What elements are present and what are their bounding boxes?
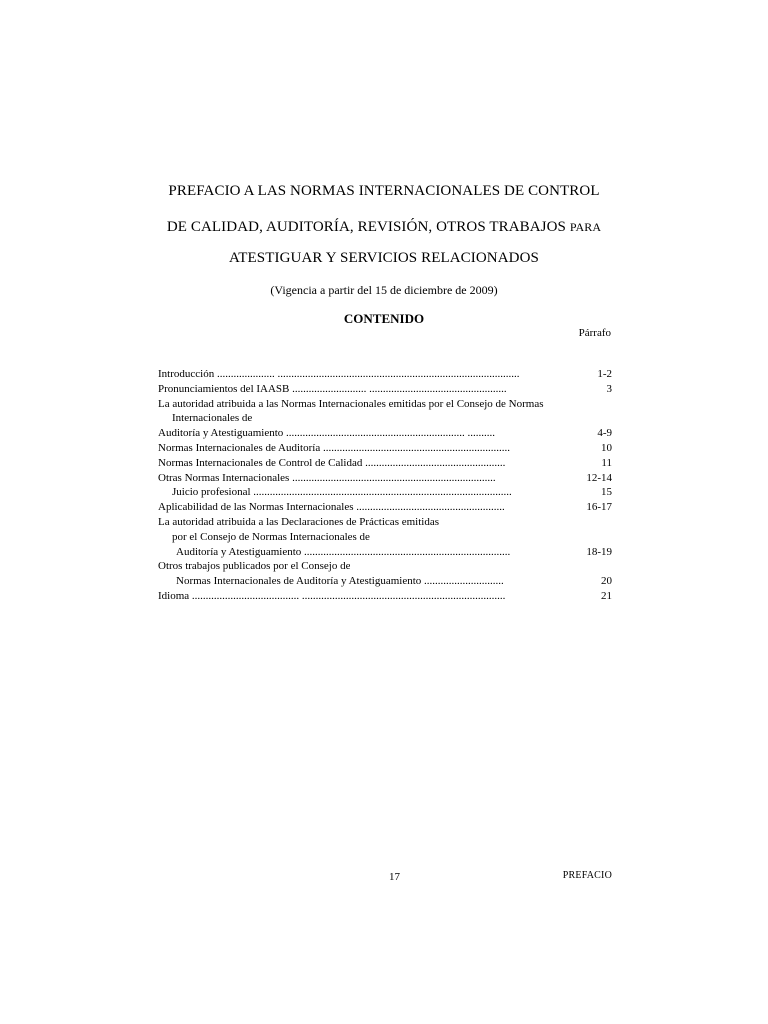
- toc-row: [158, 485, 612, 500]
- toc-row: [158, 411, 612, 426]
- toc-entry-page: 16-17: [586, 501, 612, 514]
- footer-page-number: 17: [389, 871, 400, 883]
- footer-label: PREFACIO: [562, 870, 612, 881]
- toc-entry-text: Introducción ..................... ........................................................................................: [158, 368, 520, 380]
- effective-date: (Vigencia a partir del 15 de diciembre de 2009): [270, 283, 498, 297]
- table-of-contents: [158, 367, 612, 604]
- toc-row: [158, 530, 612, 545]
- toc-entry-text: Juicio profesional ..............................................................................................: [172, 486, 512, 499]
- toc-entry-text: Pronunciamientos del IAASB ........................... ..................................................: [158, 382, 507, 395]
- toc-row: [158, 545, 612, 560]
- toc-entry-page: 21: [601, 589, 612, 602]
- title-line-2: [0, 219, 768, 236]
- title-line-2-text: DE CALIDAD, AUDITORÍA, REVISIÓN, OTROS TRABAJOS: [166, 219, 566, 235]
- title-line-1: PREFACIO A LAS NORMAS INTERNACIONALES DE CONTROL: [168, 183, 600, 199]
- toc-entry-text: Normas Internacionales de Auditoría y Atestiguamiento .............................: [176, 575, 504, 588]
- toc-row: [158, 515, 612, 530]
- toc-entry-text: Otros trabajos publicados por el Consejo de: [158, 560, 351, 573]
- toc-entry-text: La autoridad atribuida a las Normas Internacionales emitidas por el Consejo de Normas: [158, 397, 544, 410]
- toc-entry-text: Internacionales de: [172, 412, 253, 425]
- toc-row: [158, 500, 612, 515]
- toc-row: [158, 441, 612, 456]
- toc-entry-page: 12-14: [586, 471, 612, 484]
- toc-entry-page: 4-9: [597, 427, 612, 440]
- toc-entry-text: por el Consejo de Normas Internacionales de: [172, 530, 370, 543]
- title-line-2-para: PARA: [569, 220, 602, 234]
- toc-entry-page: 15: [601, 486, 612, 499]
- toc-row: [158, 456, 612, 471]
- toc-entry-page: 20: [601, 575, 612, 588]
- toc-row: [158, 367, 612, 382]
- toc-entry-text: Idioma ....................................... ..........................................................................: [158, 589, 506, 602]
- contents-heading: CONTENIDO: [343, 311, 425, 326]
- toc-entry-text: Aplicabilidad de las Normas Internacionales ......................................................: [158, 501, 505, 514]
- toc-entry-page: 1-2: [597, 368, 612, 380]
- toc-entry-page: 18-19: [586, 545, 612, 558]
- toc-entry-page: 10: [601, 441, 612, 454]
- paragraph-column-heading: Párrafo: [578, 327, 611, 339]
- toc-entry-page: 11: [601, 456, 612, 469]
- toc-row: [158, 426, 612, 441]
- toc-entry-text: La autoridad atribuida a las Declaraciones de Prácticas emitidas: [158, 515, 439, 528]
- toc-entry-text: Normas Internacionales de Control de Calidad ...................................................: [158, 456, 506, 469]
- toc-row: [158, 471, 612, 486]
- toc-row: [158, 589, 612, 604]
- toc-entry-text: Auditoría y Atestiguamiento ................................................................. ..........: [158, 427, 496, 440]
- toc-entry-page: 3: [606, 382, 612, 395]
- toc-row: [158, 382, 612, 397]
- toc-row: [158, 397, 612, 412]
- toc-entry-text: Normas Internacionales de Auditoría ....................................................................: [158, 441, 510, 454]
- toc-entry-text: Otras Normas Internacionales ..........................................................................: [158, 471, 496, 484]
- title-line-3: ATESTIGUAR Y SERVICIOS RELACIONADOS: [229, 250, 539, 266]
- toc-row: [158, 559, 612, 574]
- toc-entry-text: Auditoría y Atestiguamiento ...........................................................................: [176, 545, 511, 558]
- toc-row: [158, 574, 612, 589]
